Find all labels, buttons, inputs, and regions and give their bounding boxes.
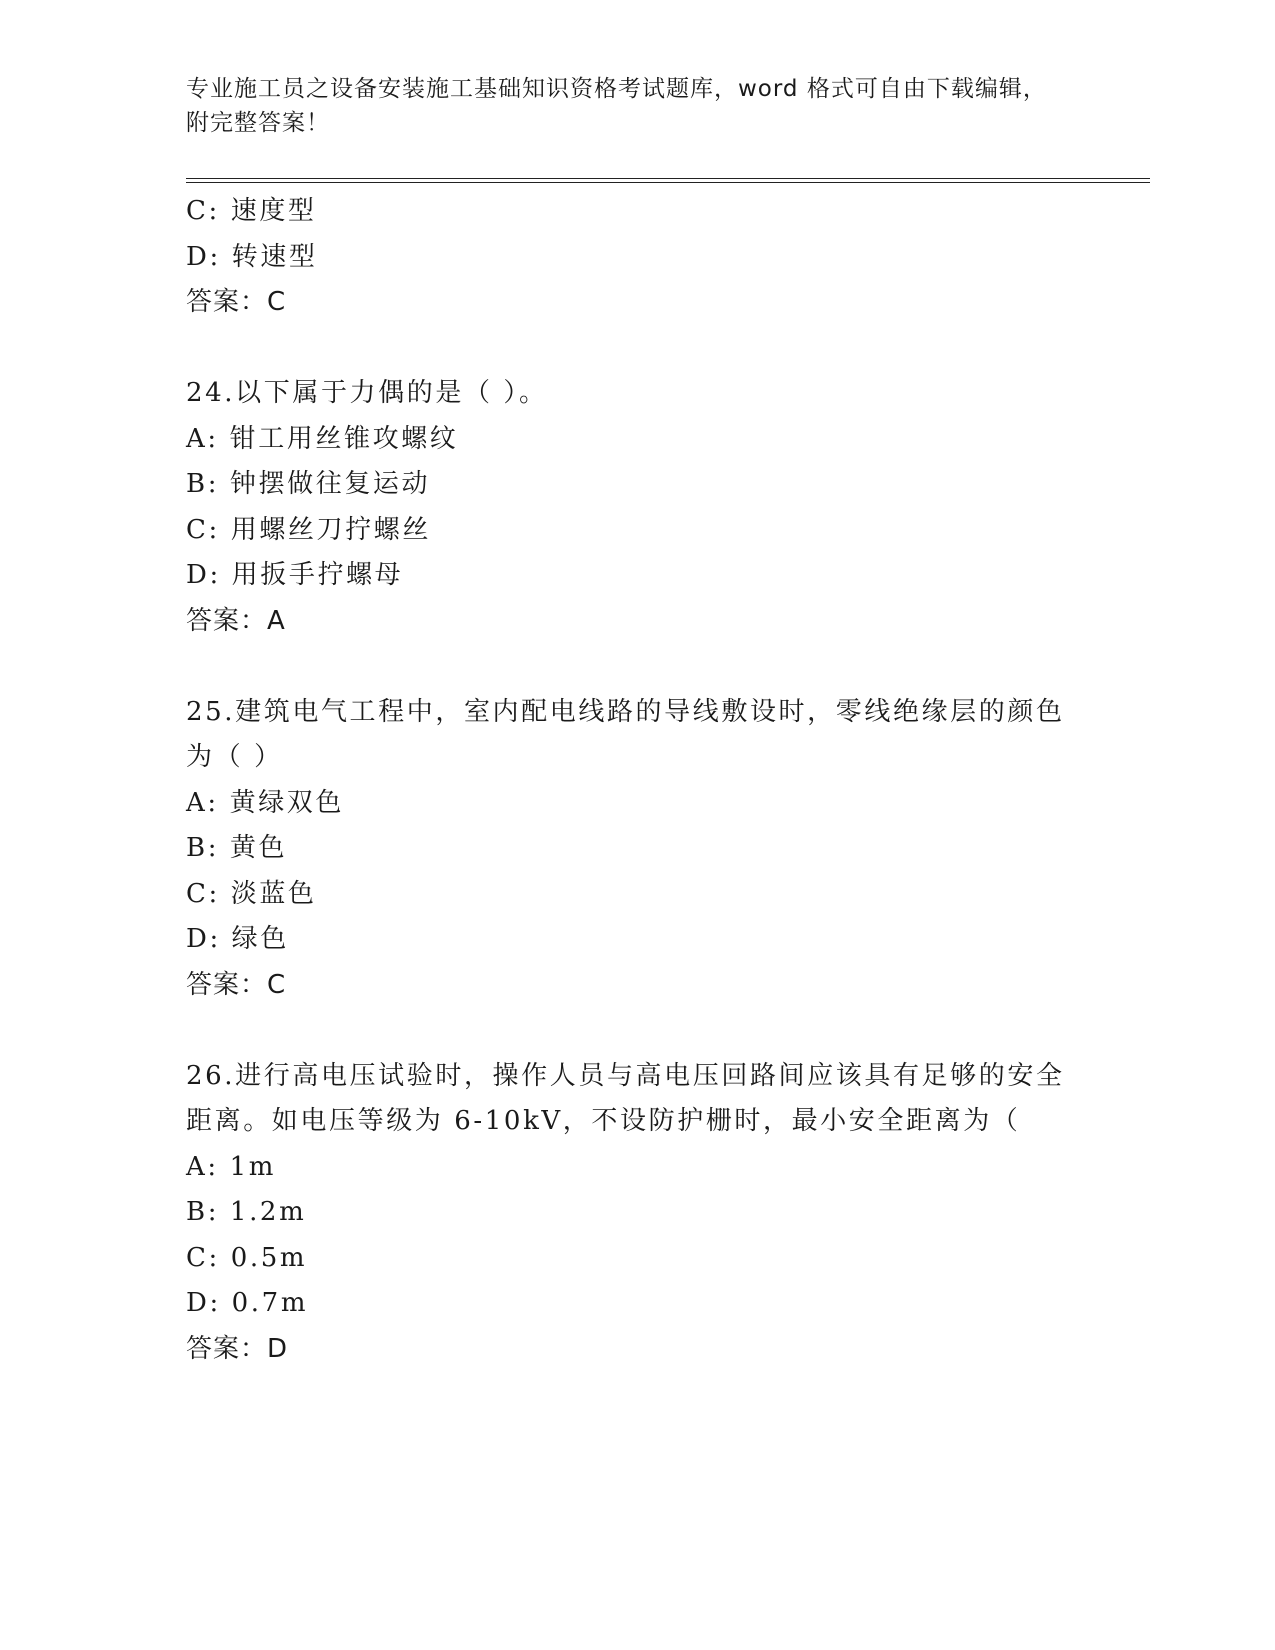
option-a: A: 钳工用丝锥攻螺纹 (186, 423, 459, 454)
option-d: D: 转速型 (186, 241, 318, 272)
option-b: B: 黄色 (186, 833, 288, 863)
spacer (186, 326, 1086, 372)
answer-line: 答案：C (186, 969, 287, 1000)
question-stem-continued: 为（ ） (186, 742, 283, 772)
answer-line: 答案：A (186, 605, 286, 636)
question-stem-continued: 距离。如电压等级为 6-10kV，不设防护栅时，最小安全距离为（ (186, 1106, 1021, 1136)
option-b: B: 1.2m (186, 1197, 307, 1227)
option-d: D: 用扳手拧螺母 (186, 560, 404, 590)
question-stem: 26.进行高电压试验时，操作人员与高电压回路间应该具有足够的安全 (186, 1060, 1065, 1091)
answer-line: 答案：C (186, 287, 287, 317)
option-a: A: 1m (186, 1151, 276, 1182)
option-b: B: 钟摆做往复运动 (186, 469, 431, 499)
option-c: C: 速度型 (186, 196, 317, 226)
question-stem: 24.以下属于力偶的是（ ）。 (186, 378, 548, 408)
question-list (186, 189, 1086, 1372)
answer-line: 答案：D (186, 1333, 289, 1364)
header-divider-bottom (186, 182, 1150, 183)
option-c: C: 0.5m (186, 1242, 308, 1273)
option-d: D: 0.7m (186, 1288, 309, 1318)
spacer (186, 644, 1086, 690)
option-c: C: 用螺丝刀拧螺丝 (186, 514, 431, 545)
header-line-1: 专业施工员之设备安装施工基础知识资格考试题库，word 格式可自由下载编辑， (186, 76, 1047, 102)
option-a: A: 黄绿双色 (186, 787, 345, 818)
header-line-2: 附完整答案！ (186, 110, 330, 136)
document-header (186, 72, 1086, 140)
option-d: D: 绿色 (186, 924, 289, 954)
header-divider-top (186, 178, 1150, 179)
question-stem: 25.建筑电气工程中，室内配电线路的导线敷设时，零线绝缘层的颜色 (186, 696, 1065, 727)
spacer (186, 1008, 1086, 1054)
option-c: C: 淡蓝色 (186, 878, 317, 909)
